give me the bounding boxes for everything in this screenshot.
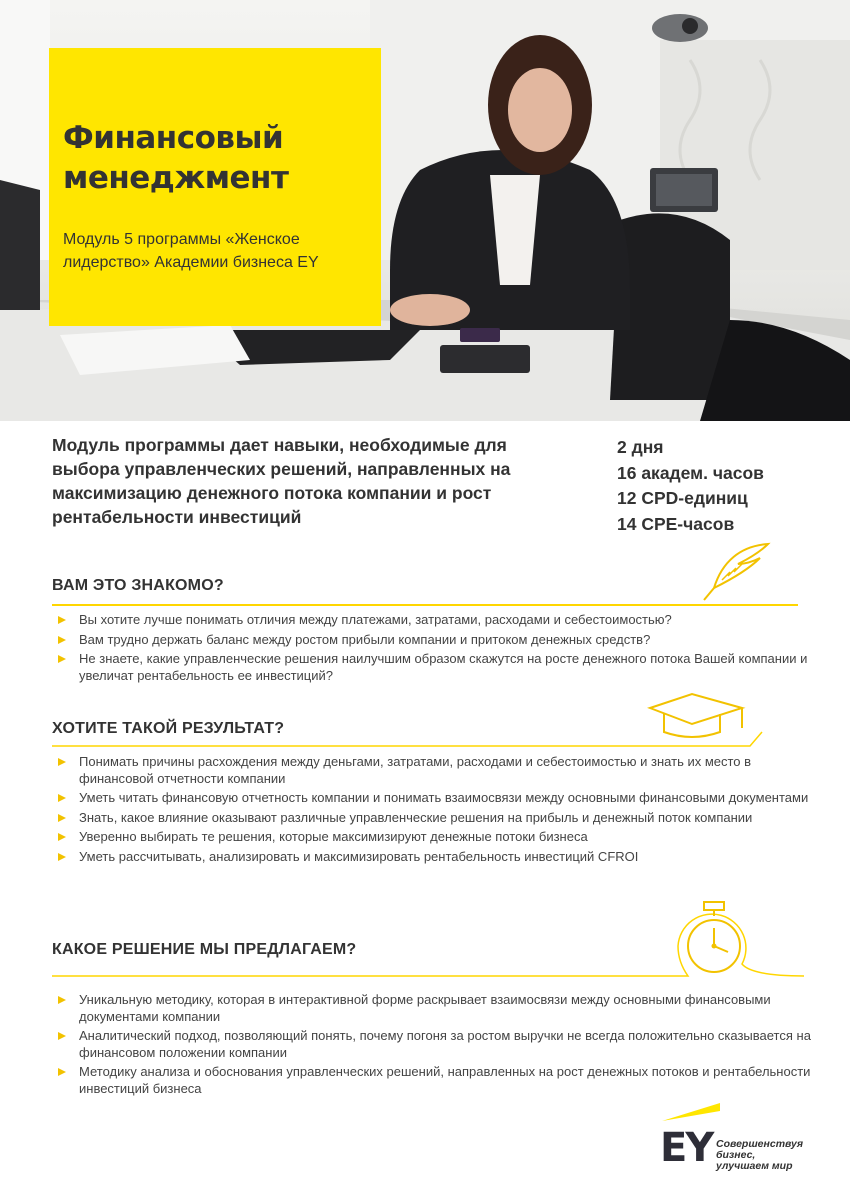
page-subtitle: Модуль 5 программы «Женское лидерство» Академии бизнеса EY [63, 231, 319, 271]
list-item-text: Понимать причины расхождения между деньгами, затратами, расходами и себестоимостью и знать их место в финансовой отчетности компании [79, 754, 752, 786]
section-title-result: ХОТИТЕ ТАКОЙ РЕЗУЛЬТАТ? [52, 720, 285, 737]
list-item-text: Методику анализа и обоснования управленческих решений, направленных на рост денежных потоков и рентабельности инвестиций бизнеса [79, 1064, 811, 1096]
feather-icon [700, 540, 772, 602]
list-item [58, 651, 818, 684]
bullet-arrow-icon [58, 996, 66, 1004]
logo-beam-icon [662, 1103, 722, 1127]
list-item [58, 1028, 818, 1061]
stopwatch-icon [52, 898, 812, 984]
list-familiar [58, 612, 818, 687]
list-item-text: Уметь читать финансовую отчетность компании и понимать взаимосвязи между основными финансовыми документами [79, 790, 809, 805]
intro-line: выбора управленческих решений, направленных на [52, 459, 511, 479]
logo-tagline [716, 1139, 840, 1172]
bullet-arrow-icon [58, 814, 66, 822]
stat-cpe: 14 CPE-часов [617, 513, 735, 534]
intro-line: Модуль программы дает навыки, необходимые для [52, 435, 507, 455]
list-item [58, 829, 818, 846]
list-item [58, 790, 818, 807]
intro-line: рентабельности инвестиций [52, 507, 302, 527]
program-stats [617, 435, 764, 537]
list-solution [58, 992, 818, 1100]
list-item-text: Уникальную методику, которая в интерактивной форме раскрывает взаимосвязи между основными финансовыми документами компании [79, 992, 771, 1024]
title-line-2: менеджмент [63, 160, 289, 196]
list-item [58, 632, 818, 649]
tagline-line-2: улучшаем мир [716, 1160, 793, 1172]
section-title-familiar: ВАМ ЭТО ЗНАКОМО? [52, 577, 224, 594]
bullet-arrow-icon [58, 1032, 66, 1040]
list-item [58, 1064, 818, 1097]
page-title [63, 118, 365, 198]
stat-cpd: 12 CPD-единиц [617, 488, 748, 508]
bullet-arrow-icon [58, 853, 66, 861]
list-item-text: Вы хотите лучше понимать отличия между платежами, затратами, расходами и себестоимостью? [79, 612, 672, 627]
bullet-arrow-icon [58, 1068, 66, 1076]
bullet-arrow-icon [58, 794, 66, 802]
list-item [58, 992, 818, 1025]
list-item-text: Аналитический подход, позволяющий понять, почему погоня за ростом выручки не всегда положительно сказывается на финансовом положении компании [79, 1028, 811, 1060]
list-item [58, 754, 818, 787]
list-item-text: Уметь рассчитывать, анализировать и максимизировать рентабельность инвестиций CFROI [79, 848, 639, 864]
ey-logo [660, 1103, 840, 1173]
tagline-line-1: Совершенствуя бизнес, [716, 1138, 804, 1161]
stat-days: 2 дня [617, 437, 664, 457]
bullet-arrow-icon [58, 833, 66, 841]
title-line-1: Финансовый [63, 120, 284, 156]
section-title-solution: КАКОЕ РЕШЕНИЕ МЫ ПРЕДЛАГАЕМ? [52, 941, 357, 958]
hero-photo [0, 0, 850, 421]
stat-hours: 16 академ. часов [617, 462, 764, 483]
list-item [58, 810, 818, 827]
bullet-arrow-icon [58, 655, 66, 663]
title-panel [49, 48, 381, 326]
list-item [58, 612, 818, 629]
bullet-arrow-icon [58, 636, 66, 644]
graduation-cap-icon [52, 686, 812, 752]
intro-line: максимизацию денежного потока компании и рост [52, 483, 492, 503]
list-result [58, 754, 818, 868]
bullet-arrow-icon [58, 616, 66, 624]
list-item-text: Знать, какое влияние оказывают различные управленческие решения на прибыль и денежный поток компании [79, 809, 753, 825]
bullet-arrow-icon [58, 758, 66, 766]
intro-text [52, 433, 552, 529]
list-item [58, 849, 818, 866]
list-item-text: Уверенно выбирать те решения, которые максимизируют денежные потоки бизнеса [79, 829, 588, 844]
section-divider [52, 604, 798, 606]
list-item-text: Не знаете, какие управленческие решения наилучшим образом скажутся на росте денежного потока Вашей компании и увеличат рентабельность ее инвестиций? [79, 651, 808, 683]
list-item-text: Вам трудно держать баланс между ростом прибыли компании и притоком денежных средств? [79, 631, 651, 647]
logo-brand: EY [660, 1125, 713, 1171]
